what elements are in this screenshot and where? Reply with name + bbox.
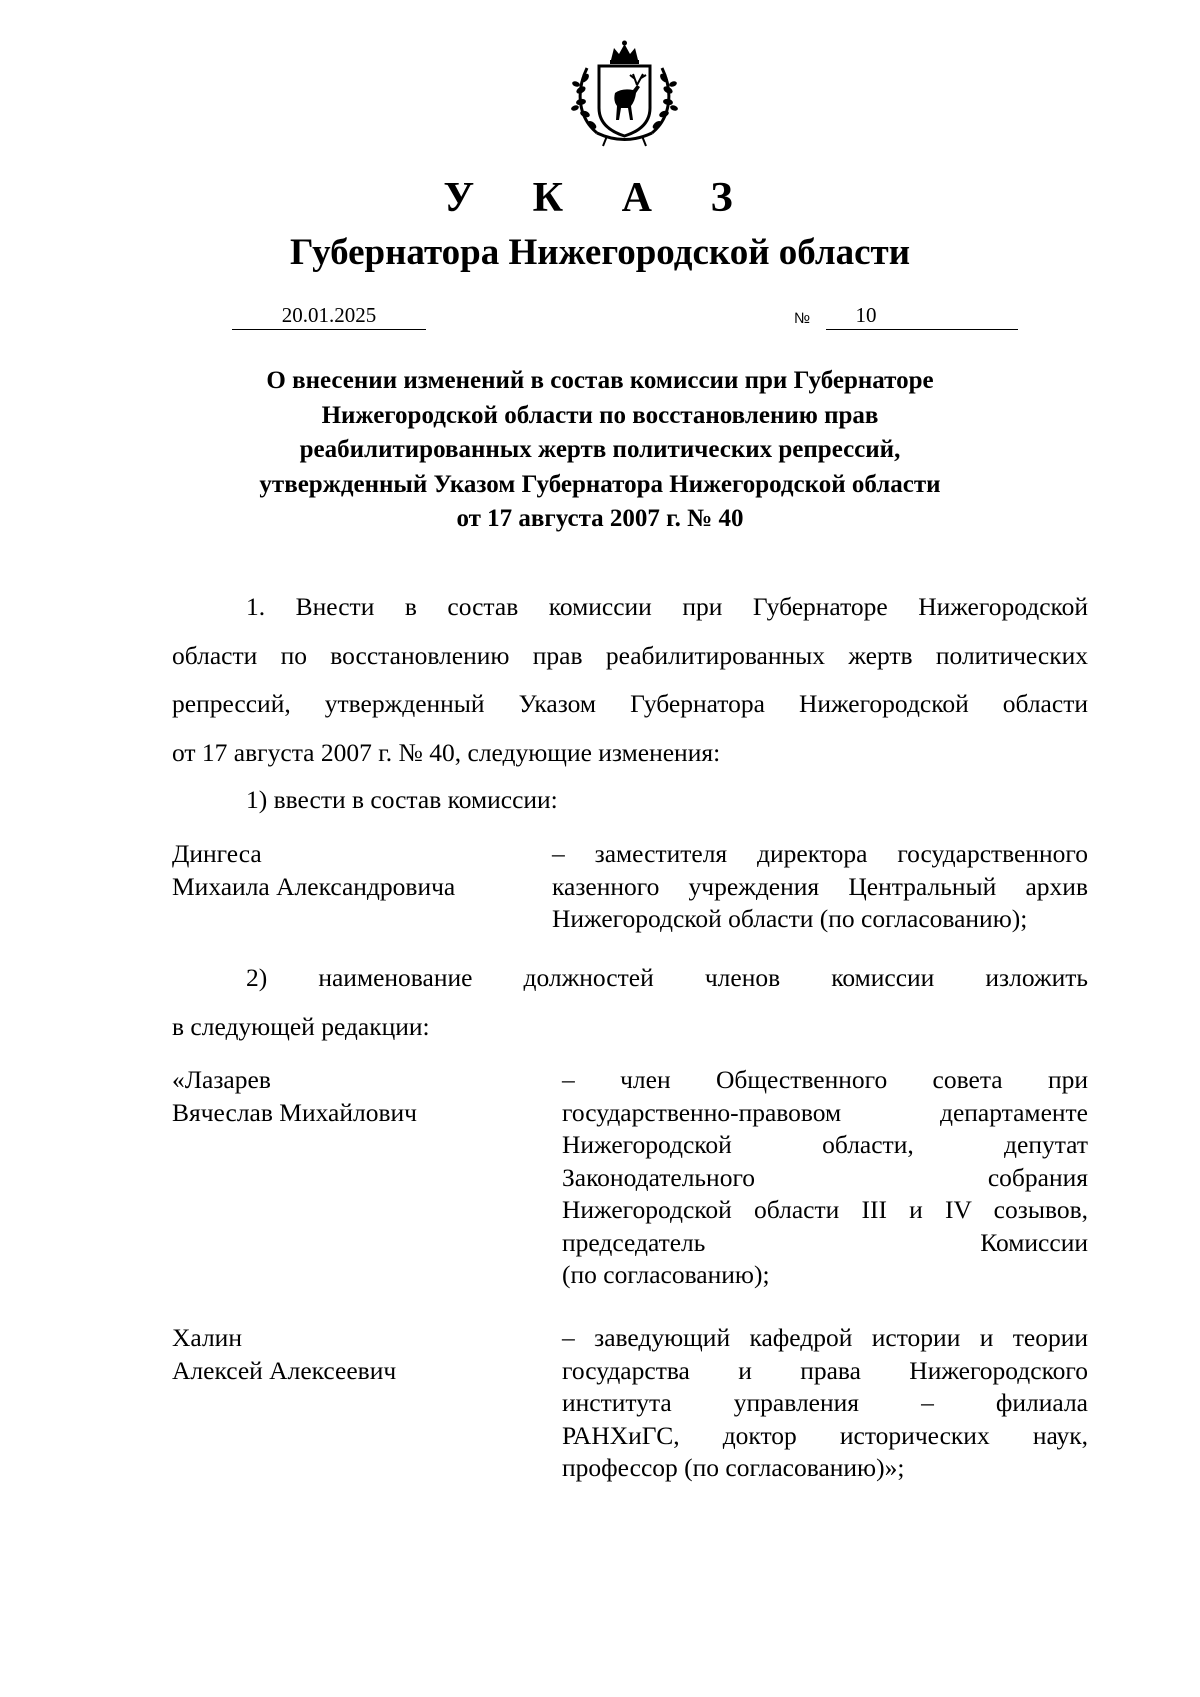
position-line: государства и права Нижегородского bbox=[562, 1355, 1088, 1385]
member-3-name bbox=[172, 1322, 552, 1387]
name-line: Алексей Алексеевич bbox=[172, 1355, 397, 1385]
member-1-name bbox=[172, 838, 552, 903]
position-line: председатель Комиссии bbox=[562, 1227, 1088, 1257]
paragraph-line: области по восстановлению прав реабилитированных жертв политических bbox=[172, 640, 1088, 670]
position-line: профессор (по согласованию)»; bbox=[562, 1453, 905, 1482]
member-2-name bbox=[172, 1064, 552, 1129]
paragraph-line: репрессий, утвержденный Указом Губернатора Нижегородской области bbox=[172, 689, 1088, 718]
name-line: Дингеса bbox=[172, 839, 262, 868]
position-line: казенного учреждения Центральный архив bbox=[552, 871, 1088, 901]
position-line: Нижегородской области III и IV созывов, bbox=[562, 1195, 1088, 1224]
member-1-position bbox=[552, 838, 1088, 936]
name-line: Вячеслав Михайлович bbox=[172, 1097, 417, 1127]
document-date: 20.01.2025 bbox=[232, 301, 426, 330]
position-line: (по согласованию); bbox=[562, 1260, 770, 1289]
number-sign: № bbox=[794, 310, 811, 327]
position-line: – заместителя директора государственного bbox=[552, 839, 1088, 868]
position-line: – член Общественного совета при bbox=[562, 1065, 1088, 1094]
item-1-text: 1) ввести в состав комиссии: bbox=[246, 785, 558, 814]
document-number-field bbox=[826, 301, 1018, 330]
paragraph-line: 1. Внести в состав комиссии при Губернаторе Нижегородской bbox=[246, 592, 1088, 621]
position-line: – заведующий кафедрой истории и теории bbox=[562, 1323, 1088, 1352]
name-line: «Лазарев bbox=[172, 1065, 271, 1094]
coat-of-arms-emblem bbox=[567, 38, 682, 148]
member-3-position bbox=[562, 1322, 1088, 1485]
position-line: института управления – филиала bbox=[562, 1388, 1088, 1417]
document-heading bbox=[150, 364, 1050, 537]
document-number: 10 bbox=[855, 303, 877, 327]
heading-line: Нижегородской области по восстановлению прав bbox=[321, 401, 879, 429]
heading-line: утвержденный Указом Губернатора Нижегородской области bbox=[259, 470, 941, 498]
paragraph-1 bbox=[172, 583, 1088, 777]
paragraph-line: в следующей редакции: bbox=[172, 1011, 430, 1041]
heading-line: О внесении изменений в состав комиссии при Губернаторе bbox=[266, 367, 934, 394]
document-type-title: У К А З bbox=[443, 175, 757, 221]
issuer-title: Губернатора Нижегородской области bbox=[289, 232, 911, 273]
paragraph-line: 2) наименование должностей членов комиссии изложить bbox=[246, 963, 1088, 992]
member-2-position bbox=[562, 1064, 1088, 1292]
position-line: РАНХиГС, доктор исторических наук, bbox=[562, 1420, 1088, 1450]
paragraph-line: от 17 августа 2007 г. № 40, следующие изменения: bbox=[172, 737, 721, 767]
position-line: Нижегородской области, депутат bbox=[562, 1130, 1088, 1159]
item-2-text bbox=[172, 954, 1088, 1051]
name-line: Михаила Александровича bbox=[172, 871, 456, 901]
heading-line: реабилитированных жертв политических репрессий, bbox=[299, 436, 901, 463]
heading-line: от 17 августа 2007 г. № 40 bbox=[456, 505, 744, 532]
name-line: Халин bbox=[172, 1323, 242, 1352]
position-line: Законодательного собрания bbox=[562, 1162, 1088, 1192]
position-line: государственно-правовом департаменте bbox=[562, 1097, 1088, 1127]
position-line: Нижегородской области (по согласованию); bbox=[552, 904, 1028, 933]
